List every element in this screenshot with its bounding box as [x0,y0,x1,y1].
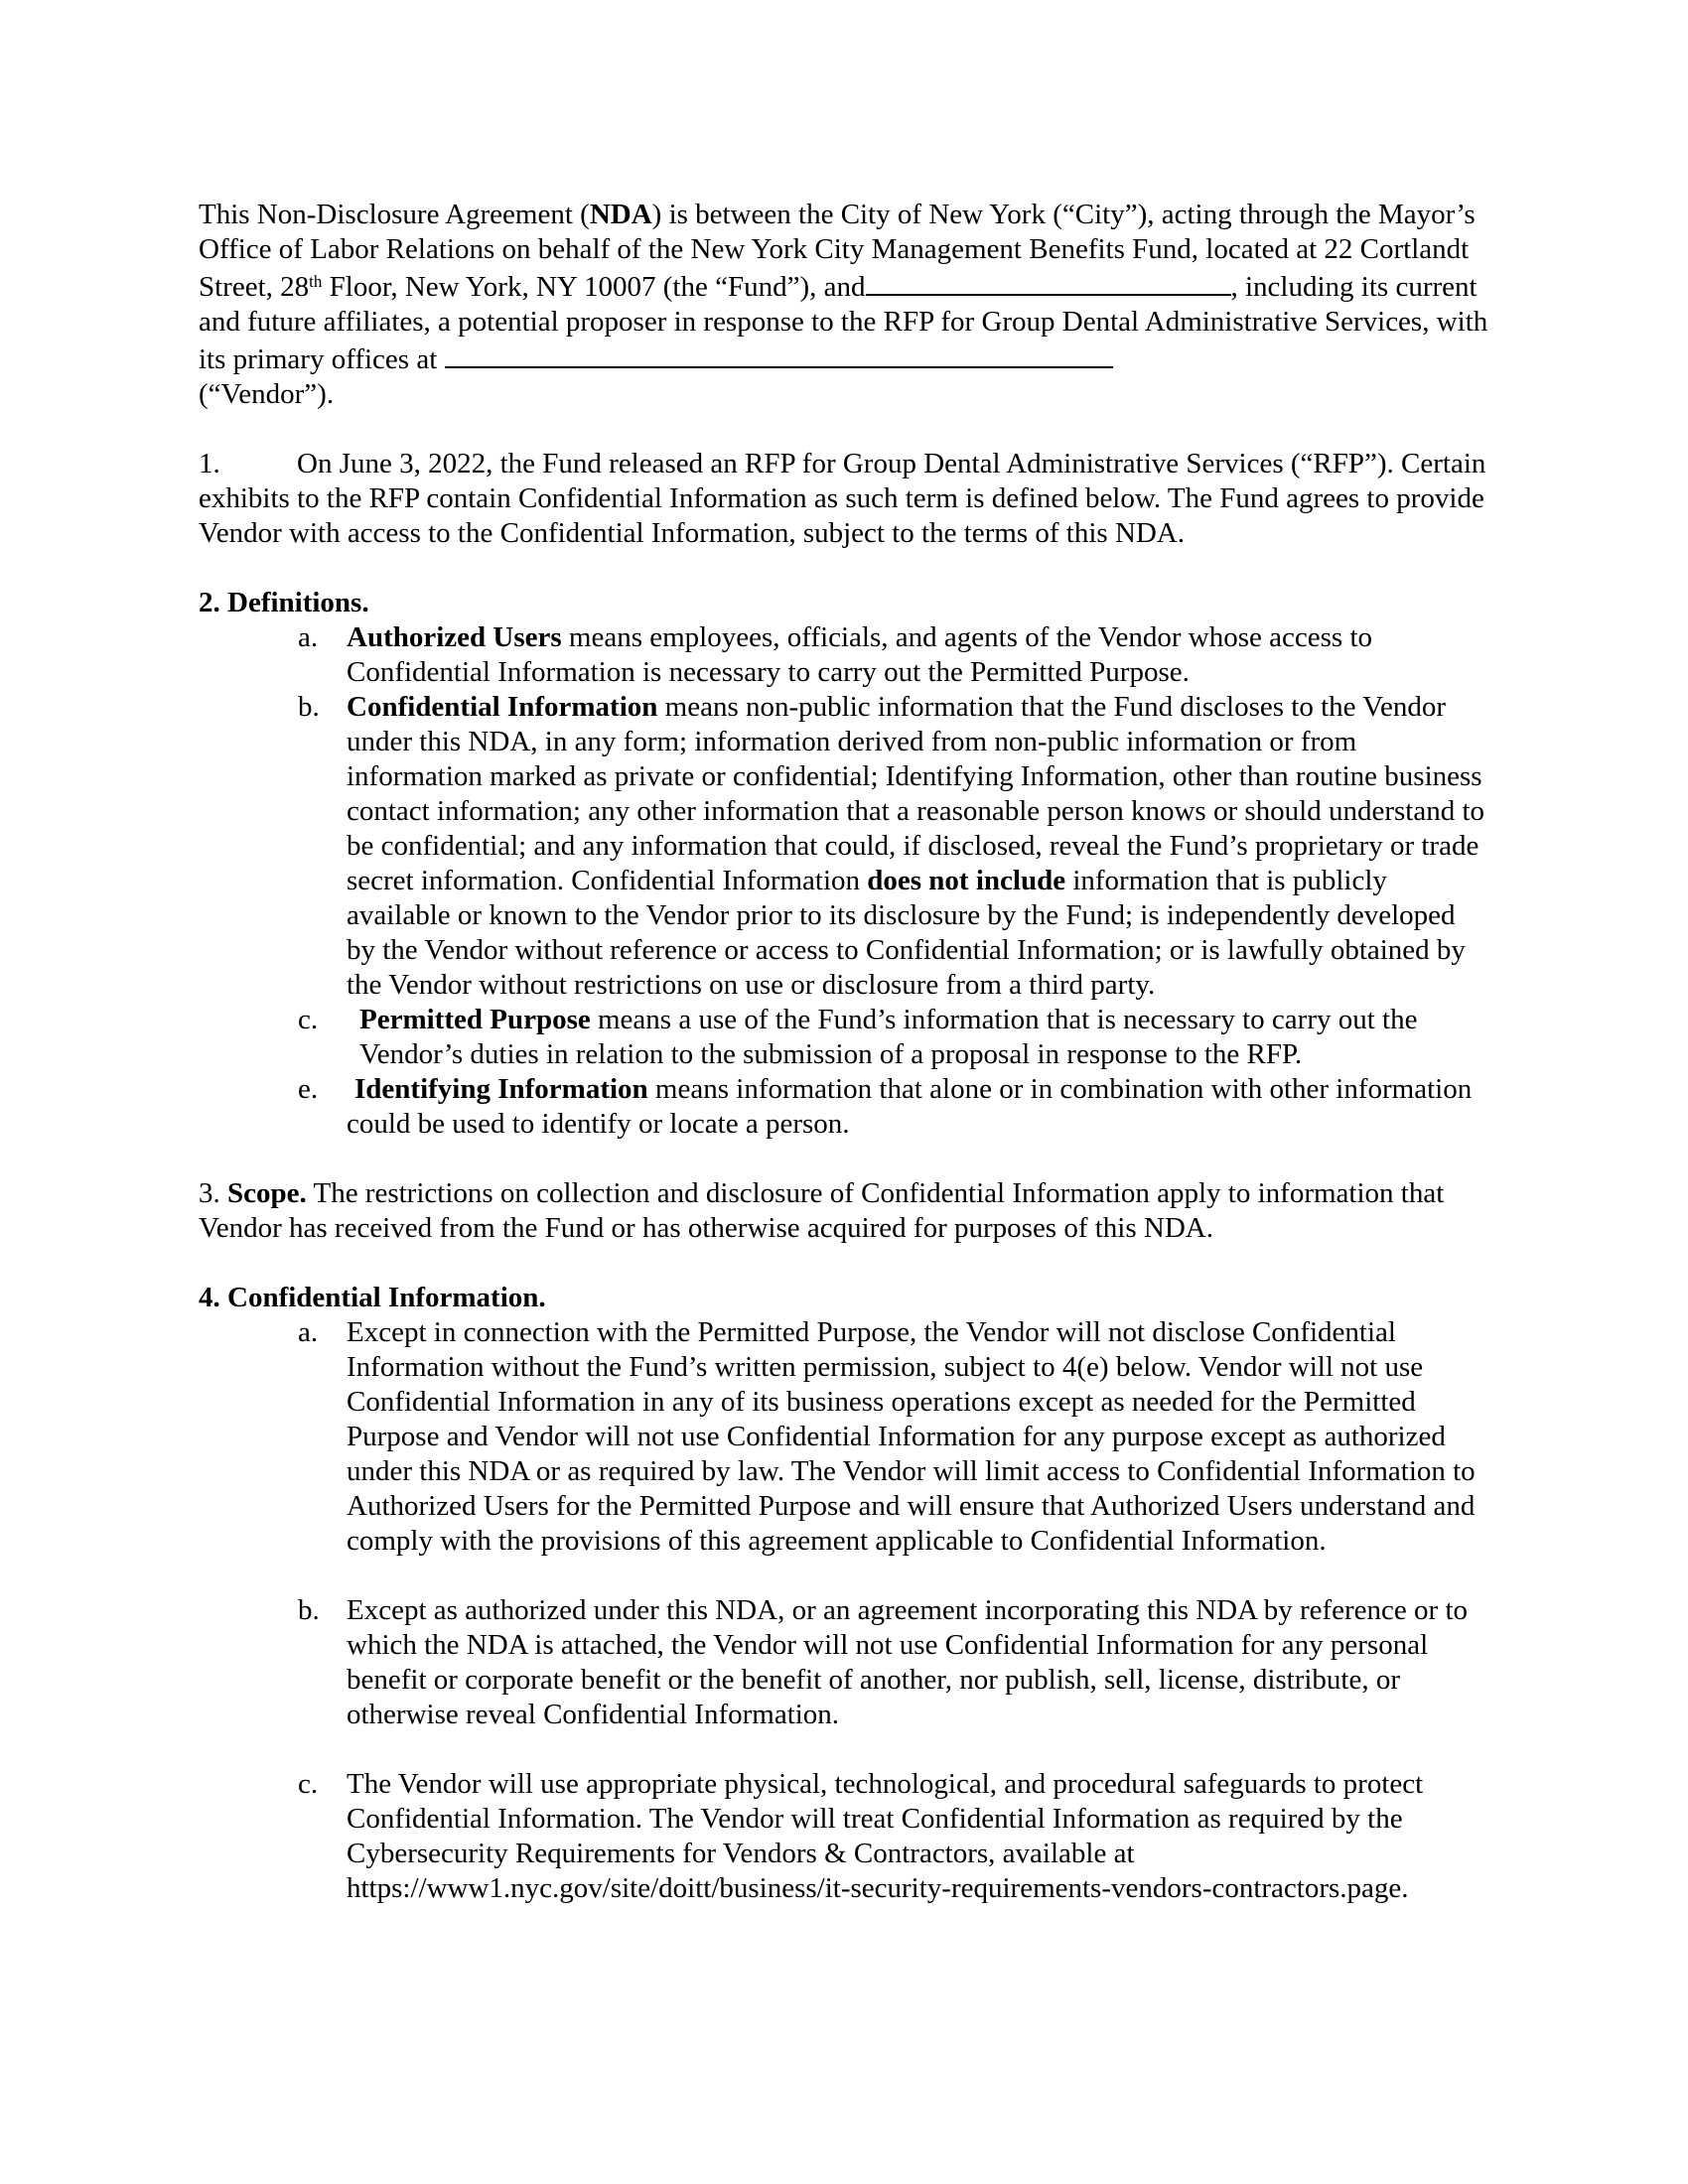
intro-text-2: ) is between the City of New York (“City”), acting through the Mayor’s Office of Labor Relations on behalf of the New York City Management Benefits Fund, located at 22 Cortlandt Street, 28 [199,199,1476,303]
intro-text-3: Floor, New York, NY 10007 (the “Fund”), and [322,271,866,303]
definitions-list [199,620,1489,1142]
section-3-heading: Scope. [227,1177,307,1209]
list-marker: b. [298,1594,320,1626]
list-marker: c. [298,1768,319,1800]
provision-item [199,1315,1489,1559]
definition-text: means a use of the Fund’s information that is necessary to carry out the Vendor’s duties in relation to the submission of a proposal in response to the RFP. [359,1004,1418,1070]
definition-item [199,620,1489,690]
definition-text: means non-public information that the Fund discloses to the Vendor under this NDA, in any form; information derived from non-public information or from information marked as private or confidential; Identifying Information, other than routine business contact information; any other information that a reasonable person knows or should understand to be confidential; and any information that could, if disclosed, reveal the Fund’s proprietary or trade secret information. Confidential Information [347,691,1485,896]
section-4 [199,1281,1489,1906]
section-3 [199,1176,1489,1246]
list-marker: a. [298,621,319,653]
definition-term: Authorized Users [347,621,562,653]
definition-term: Confidential Information [347,691,658,723]
cybersecurity-requirements-link[interactable]: https://www1.nyc.gov/site/doitt/business/it-security-requirements-vendors-contractors.page. [347,1872,1409,1904]
list-marker: b. [298,691,320,723]
provision-item [199,1593,1489,1732]
definition-item [199,1003,1489,1072]
list-marker: c. [298,1004,319,1035]
confidential-info-list [199,1315,1489,1906]
definition-item [199,690,1489,1003]
section-2 [199,586,1489,1142]
intro-text-5: (“Vendor”). [199,378,335,410]
definition-item [199,1072,1489,1142]
list-marker: e. [298,1073,319,1105]
section-1 [199,447,1489,551]
list-marker: a. [298,1316,319,1348]
section-1-text: On June 3, 2022, the Fund released an RFP for Group Dental Administrative Services (“RFP”). Certain exhibits to the RFP contain Confidential Information as such term is defined below. The Fund agrees to provide Vendor with access to the Confidential Information, subject to the terms of this NDA. [199,448,1486,549]
definition-text: means information that alone or in combination with other information could be used to identify or locate a person. [347,1073,1473,1140]
definition-term: Permitted Purpose [359,1004,591,1035]
provision-text: Except as authorized under this NDA, or an agreement incorporating this NDA by reference or to which the NDA is attached, the Vendor will not use Confidential Information for any personal benefit or corporate benefit or the benefit of another, nor publish, sell, license, distribute, or otherwise reveal Confidential Information. [347,1594,1469,1730]
provision-text: Except in connection with the Permitted Purpose, the Vendor will not disclose Confidential Information without the Fund’s written permission, subject to 4(e) below. Vendor will not use Confidential Information in any of its business operations except as needed for the Permitted Purpose and Vendor will not use Confidential Information for any purpose except as authorized under this NDA or as required by law. The Vendor will limit access to Confidential Information to Authorized Users for the Permitted Purpose and will ensure that Authorized Users understand and comply with the provisions of this agreement applicable to Confidential Information. [347,1316,1476,1557]
intro-paragraph [199,198,1489,412]
vendor-address-blank[interactable] [445,340,1113,368]
intro-text-4: , including its current and future affiliates, a potential proposer in response to the RFP for Group Dental Administrative Services, with its primary offices at [199,271,1488,375]
provision-item [199,1767,1489,1906]
section-4-heading: 4. Confidential Information. [199,1282,546,1313]
section-2-heading: 2. Definitions. [199,587,369,618]
definition-text: means employees, officials, and agents of the Vendor whose access to Confidential Information is necessary to carry out the Permitted Purpose. [347,621,1373,688]
section-1-number: 1. [199,448,220,479]
ordinal-suffix: th [309,272,323,291]
section-3-number: 3. [199,1177,227,1209]
definition-emphasis: does not include [867,865,1066,896]
vendor-name-blank[interactable] [866,267,1231,296]
intro-text-1: This Non-Disclosure Agreement ( [199,199,590,230]
definition-term: Identifying Information [354,1073,648,1105]
nda-abbreviation: NDA [589,199,652,230]
document-page [199,198,1489,1906]
section-3-text: The restrictions on collection and disclosure of Confidential Information apply to information that Vendor has received from the Fund or has otherwise acquired for purposes of this NDA. [199,1177,1445,1244]
provision-text: The Vendor will use appropriate physical, technological, and procedural safeguards to protect Confidential Information. The Vendor will treat Confidential Information as required by the Cybersecurity Requirements for Vendors & Contractors, available at [347,1768,1424,1869]
definition-text: information that is publicly available or known to the Vendor prior to its disclosure by the Fund; is independently developed by the Vendor without reference or access to Confidential Information; or is lawfully obtained by the Vendor without restrictions on use or disclosure from a third party. [347,865,1466,1001]
